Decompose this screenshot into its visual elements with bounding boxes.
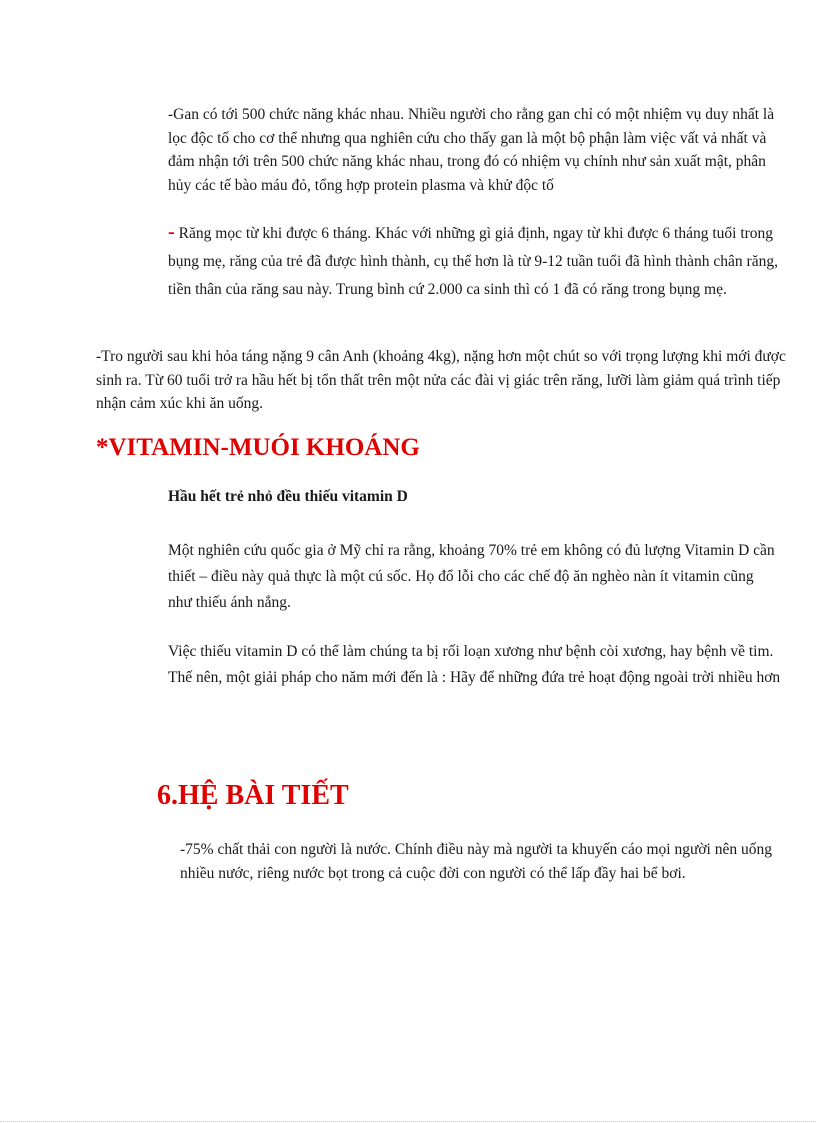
teeth-paragraph-text: Răng mọc từ khi được 6 tháng. Khác với những gì giả định, ngay từ khi được 6 tháng tuổi trong bụng mẹ, răng của trẻ đã được hình thành, cụ thể hơn là từ 9-12 tuần tuổi đã hình thành chân răng, tiền thân của răng sau này. Trung bình cứ 2.000 ca sinh thì có 1 đã có răng trong bụng mẹ. — [168, 225, 778, 298]
ashes-paragraph: -Tro người sau khi hỏa táng nặng 9 cân Anh (khoảng 4kg), nặng hơn một chút so với trọng lượng khi mới được sinh ra. Từ 60 tuổi trở ra hầu hết bị tổn thất trên một nửa các đài vị giác trên răng, lưỡi làm giảm quá trình tiếp nhận cảm xúc khi ăn uống. — [96, 348, 786, 412]
vitamin-heading: *VITAMIN-MUÓI KHOÁNG — [96, 434, 420, 461]
vitamin-paragraph-1: Một nghiên cứu quốc gia ở Mỹ chỉ ra rằng, khoảng 70% trẻ em không có đủ lượng Vitamin D cần thiết – điều này quả thực là một cú sốc. Họ đổ lỗi cho các chế độ ăn nghèo nàn ít vitamin cũng như thiếu ánh nắng. — [168, 542, 775, 611]
page-bottom-divider — [0, 1121, 816, 1122]
liver-paragraph: -Gan có tới 500 chức năng khác nhau. Nhiều người cho rằng gan chỉ có một nhiệm vụ duy nhất là lọc độc tố cho cơ thể nhưng qua nghiên cứu cho thấy gan là một bộ phận làm việc vất vả nhất và đảm nhận tới trên 500 chức năng khác nhau, trong đó có nhiệm vụ chính như sản xuất mật, phân hủy các tế bào máu đỏ, tổng hợp protein plasma và khử độc tố — [168, 106, 775, 194]
vitamin-subheading: Hầu hết trẻ nhỏ đều thiếu vitamin D — [168, 488, 408, 505]
red-dash-bullet: - — [168, 221, 175, 243]
teeth-paragraph — [168, 218, 780, 304]
excretory-paragraph: -75% chất thải con người là nước. Chính điều này mà người ta khuyến cáo mọi người nên uống nhiều nước, riêng nước bọt trong cả cuộc đời con người có thể lấp đầy hai bể bơi. — [180, 841, 772, 882]
excretory-heading: 6.HỆ BÀI TIẾT — [157, 780, 349, 811]
vitamin-paragraph-2: Việc thiếu vitamin D có thể làm chúng ta bị rối loạn xương như bệnh còi xương, hay bệnh về tim. Thế nên, một giải pháp cho năm mới đến là : Hãy để những đứa trẻ hoạt động ngoài trời nhiều hơn — [168, 643, 781, 686]
